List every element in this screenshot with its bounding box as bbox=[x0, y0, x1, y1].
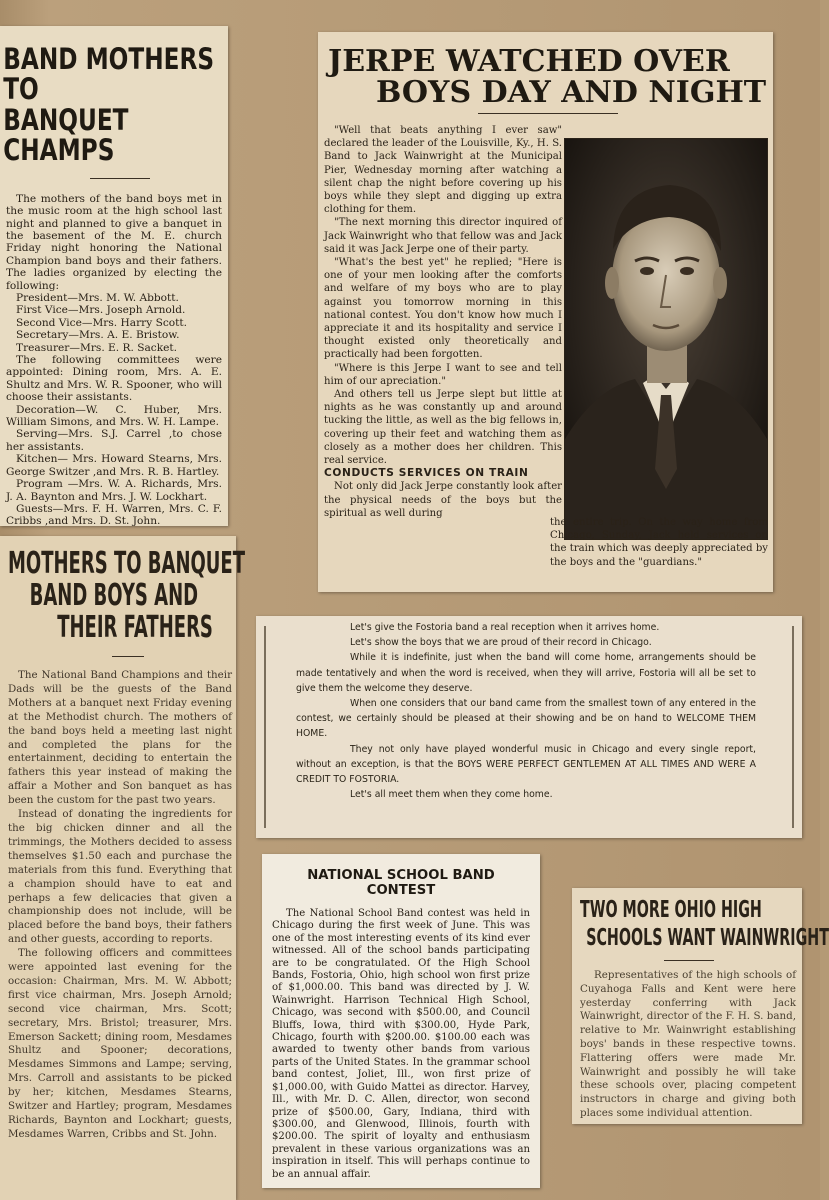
paragraph: Secretary—Mrs. A. E. Bristow. bbox=[16, 329, 180, 342]
clipping-jerpe bbox=[318, 32, 773, 592]
clipping-band-mothers bbox=[0, 26, 228, 526]
article-body bbox=[324, 124, 562, 520]
paragraph: While it is indefinite, just when the band will come home, arrangements should be made tentatively and when the word is received, when they will arrive, Fostoria will all be set to give them the welcome they deserve. bbox=[296, 652, 756, 694]
paragraph: Guests—Mrs. F. H. Warren, Mrs. C. F. Cribbs ,and Mrs. D. St. John. bbox=[6, 502, 222, 528]
paragraph: Decoration—W. C. Huber, Mrs. William Simons, and Mrs. W. H. Lampe. bbox=[6, 403, 222, 429]
paragraph: Let's show the boys that we are proud of their record in Chicago. bbox=[350, 637, 652, 649]
subhead: CONDUCTS SERVICES ON TRAIN bbox=[324, 467, 529, 480]
article-body bbox=[296, 620, 756, 802]
paragraph: Instead of donating the ingredients for the big chicken dinner and all the trimmings, the Mothers decided to assess themselves $1.50 each and purchase the materials from this fund. Everything that a champion should have to eat and perhaps a few delicacies that given a championship does not include, will be placed before the band boys, their fathers and other guests, according to reports. bbox=[8, 808, 232, 946]
headline-line-2: BOYS DAY AND NIGHT bbox=[376, 75, 767, 110]
paragraph: "What's the best yet" he replied; "Here is one of your men looking after the comforts and welfare of my boys who are to play against you tomorrow morning in this national contest. You don't know how much I appreciate it and its hospitality and service I thought existed only theoretically and practically had been forgotten. bbox=[324, 257, 562, 361]
clipping-mothers-to-banquet bbox=[0, 536, 246, 1200]
divider bbox=[664, 960, 714, 961]
portrait-icon bbox=[565, 139, 767, 539]
paragraph: "Where is this Jerpe I want to see and tell him of our apreciation." bbox=[324, 362, 562, 387]
divider bbox=[90, 178, 150, 179]
clipping-national-contest bbox=[262, 854, 540, 1188]
headline-line-1: MOTHERS TO BANQUET bbox=[8, 546, 246, 581]
paragraph: "Well that beats anything I ever saw" declared the leader of the Louisville, Ky., H. S. Band to Jack Wainwright at the Municipal Pier, Wednesday morning after watching a silent chap the night before covering up his boys while they slept and digging up extra clothing for them. bbox=[324, 125, 562, 216]
paragraph: The following committees were appointed: Dining room, Mrs. A. E. Shultz and Mrs. W. R. Spooner, who will choose their assistants. bbox=[6, 354, 222, 404]
paragraph: Second Vice—Mrs. Harry Scott. bbox=[16, 316, 188, 329]
paragraph: When one considers that our band came from the smallest town of any entered in the contest, we certainly should be pleased at their showing and be on hand to WELCOME THEM HOME. bbox=[296, 698, 756, 740]
paragraph: They not only have played wonderful music in Chicago and every single report, without an exception, is that the BOYS WERE PERFECT GENTLEMEN AT ALL TIMES AND WERE A CREDIT TO FOSTORIA. bbox=[296, 743, 756, 786]
headline-line-2: SCHOOLS WANT WAINWRIGHT bbox=[586, 925, 829, 951]
paragraph: "The next morning this director inquired of Jack Wainwright who that fellow was and Jack said it was Jack Jerpe one of their party. bbox=[324, 217, 562, 255]
paragraph: Serving—Mrs. S.J. Carrel ,to chose her assistants. bbox=[6, 428, 222, 453]
headline bbox=[0, 536, 246, 645]
headline-line-1: BAND MOTHERS TO bbox=[3, 42, 215, 107]
article-body bbox=[0, 193, 228, 528]
clipping-reception bbox=[256, 616, 802, 838]
headline-line-1: TWO MORE OHIO HIGH bbox=[580, 897, 762, 923]
article-body: The National School Band contest was held in Chicago during the first week of June. This was one of the most interesting events of its kind ever witnessed. All of the school bands participating are to be congratulated. Of the High School Bands, Fostoria, Ohio, high school won first prize of $1,000.00. This band was directed by J. W. Wainwright. Harrison Technical High School, Chicago, was second with $500.00, and Council Bluffs, Iowa, third with $300.00, Hyde Park, Chicago, fourth with $200.00. $100.00 each was awarded to twenty other bands from various parts of the United States. In the grammar school band contest, Joliet, Ill., won first prize of $1,000.00, with Guido Mattei as director. Harvey, Ill., with Mr. D. C. Allen, director, won second prize of $500.00, Gary, Indiana, third with $300.00, and Glenwood, Illinois, fourth with $200.00. The spirit of loyalty and enthusiasm prevalent in these various organizations was an inspiration in itself. This will perhaps continue to be an annual affair. bbox=[272, 908, 530, 1180]
paragraph: Program —Mrs. W. A. Richards, Mrs. J. A. Baynton and Mrs. J. W. Lockhart. bbox=[6, 478, 222, 503]
paragraph: the entire trip. On the way home from Chicago, Sunday, Jack held services on the train which was deeply appreciated by the boys and the "guardians." bbox=[550, 517, 768, 568]
paragraph: The following officers and committees were appointed last evening for the occasion: Chairman, Mrs. M. W. Abbott; first vice chairman, Mrs. Joseph Arnold; second vice chairman, Mrs. Scott; secretary, Mrs. Bristol; treasurer, Mrs. Emerson Sackett; dining room, Mesdames Shultz and Spooner; decorations, Mesdames Simmons and Lampe; serving, Mrs. Carroll and assistants to be picked by her; kitchen, Mesdames Stearns, Switzer and Hartley; program, Mesdames Richards, Baynton and Lockhart; guests, Mesdames Warren, Cribbs and St. John. bbox=[8, 947, 232, 1140]
paragraph: Let's give the Fostoria band a real reception when it arrives home. bbox=[350, 622, 660, 633]
headline-line-1: NATIONAL SCHOOL BAND bbox=[307, 868, 495, 883]
headline-line-2: CONTEST bbox=[366, 883, 436, 898]
paragraph: Kitchen— Mrs. Howard Stearns, Mrs. George Switzer ,and Mrs. R. B. Hartley. bbox=[6, 453, 222, 478]
headline bbox=[318, 32, 773, 108]
article-continuation bbox=[550, 516, 768, 569]
article-body: Representatives of the high schools of Cuyahoga Falls and Kent were here yesterday conferring with Jack Wainwright, director of the F. H. S. band, relative to Mr. Wainwright establishing boys' bands in these respective towns. Flattering offers were made Mr. Wainwright and possibly he will take these schools over, placing competent instructors in charge and giving both places some individual attention. bbox=[580, 969, 796, 1119]
paragraph: Let's all meet them when they come home. bbox=[350, 789, 553, 801]
paragraph: Not only did Jack Jerpe constantly look after the physical needs of the boys but the spiritual as well during bbox=[324, 481, 562, 519]
paragraph: Treasurer—Mrs. E. R. Sacket. bbox=[16, 341, 178, 354]
clipping-two-more-ohio bbox=[572, 888, 829, 1124]
headline-line-2: BAND BOYS AND bbox=[29, 578, 199, 613]
headline-line-1: JERPE WATCHED OVER bbox=[328, 44, 730, 79]
paragraph: First Vice—Mrs. Joseph Arnold. bbox=[16, 304, 186, 317]
paragraph: And others tell us Jerpe slept but little at nights as he was constantly up and around tucking the little, as well as the big fellows in, covering up their feet and watching them as closely as a mother does her children. This real service. bbox=[324, 389, 562, 467]
portrait-photo bbox=[564, 138, 768, 540]
paragraph: The mothers of the band boys met in the music room at the high school last night and planned to give a banquet in the basement of the M. E. church Friday night honoring the National Champion band boys and their fathers. The ladies organized by electing the following: bbox=[6, 192, 222, 292]
headline bbox=[0, 26, 230, 166]
headline-line-2: BANQUET CHAMPS bbox=[3, 102, 129, 168]
paragraph: President—Mrs. M. W. Abbott. bbox=[16, 292, 179, 304]
paragraph: The National Band Champions and their Dads will be the guests of the Band Mothers at a banquet next Friday evening at the Methodist church. The mothers of the band boys held a meeting last night and completed the plans for the entertainment, deciding to entertain the fathers this year instead of making the affair a Mother and Son banquet as has been the custom for the past two years. bbox=[8, 669, 232, 807]
headline-line-3: THEIR FATHERS bbox=[57, 610, 213, 645]
headline bbox=[262, 854, 540, 898]
headline bbox=[572, 888, 829, 952]
divider bbox=[112, 656, 144, 657]
divider bbox=[478, 113, 618, 114]
article-body bbox=[0, 669, 236, 1142]
